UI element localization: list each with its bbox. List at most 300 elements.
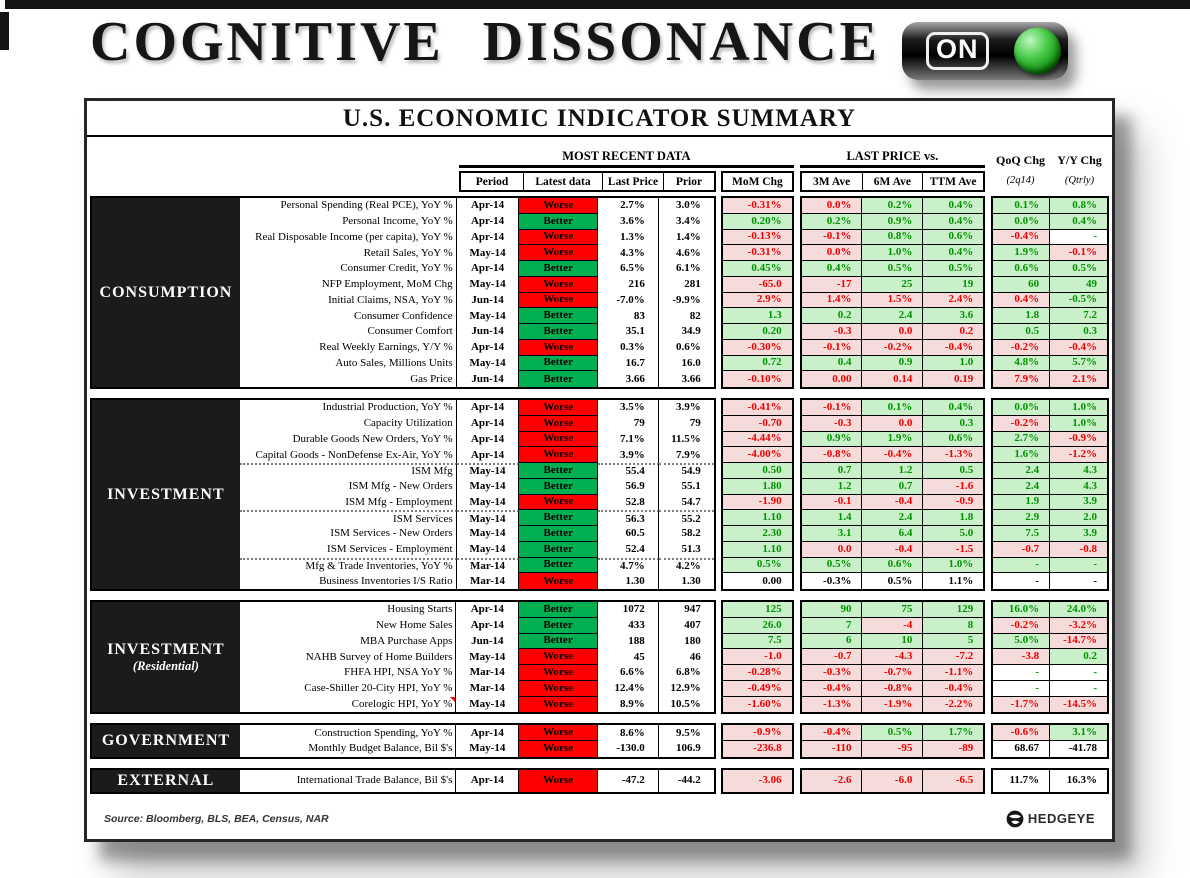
value-cell: -: [1050, 558, 1107, 574]
latest-badge: Worse: [519, 681, 598, 697]
value-cell: 1.0: [923, 356, 983, 372]
value-cell: 0.0%: [993, 400, 1050, 416]
value-cell: -0.4%: [862, 447, 923, 463]
value-cell: 2.9%: [723, 293, 792, 309]
value-cell: -17: [802, 277, 863, 293]
value-cell: 9.5%: [675, 726, 701, 739]
indicator-label: ISM Mfg - New Orders: [240, 479, 457, 495]
value-cell: 3.9: [1050, 526, 1107, 542]
value-cell: 1.0%: [1050, 416, 1107, 432]
value-cell: -0.49%: [723, 681, 792, 697]
value-cell: 0.6%: [675, 341, 701, 354]
value-cell: 0.6%: [862, 558, 923, 574]
value-cell: -1.6: [923, 479, 983, 495]
value-cell: 1.8: [923, 510, 983, 526]
value-cell: 0.0%: [993, 214, 1050, 230]
period-cell: Jun-14: [456, 634, 519, 650]
indicator-label: Initial Claims, NSA, YoY %: [240, 293, 457, 309]
value-cell: 216: [598, 277, 659, 293]
indicator-label: ISM Services - New Orders: [240, 526, 457, 542]
latest-badge: Better: [519, 371, 598, 387]
value-cell: -14.7%: [1050, 634, 1107, 650]
indicator-label: Corelogic HPI, YoY %: [240, 697, 457, 713]
value-cell: 0.72: [723, 356, 792, 372]
comment-marker-icon: [450, 697, 455, 702]
latest-badge: Worse: [519, 416, 598, 432]
indicator-label: Personal Spending (Real PCE), YoY %: [240, 198, 457, 214]
value-cell: 0.2: [923, 324, 983, 340]
section-block-external: [90, 768, 1109, 794]
period-cell: May-14: [457, 495, 520, 511]
section-block-government: [90, 723, 1109, 759]
period-cell: Apr-14: [456, 618, 519, 634]
value-cell: 1.80: [723, 479, 792, 495]
value-cell: 0.45%: [723, 261, 792, 277]
value-cell: 0.0%: [802, 245, 863, 261]
value-cell: 1.4%: [675, 230, 701, 243]
section-block-investment-residential: [90, 600, 1109, 714]
period-cell: Apr-14: [457, 447, 520, 463]
value-box: [800, 723, 986, 759]
value-cell: -0.13%: [723, 230, 792, 246]
latest-badge: Better: [519, 602, 598, 618]
period-cell: May-14: [457, 356, 520, 372]
value-cell: 4.8%: [993, 356, 1050, 372]
value-cell: 125: [723, 602, 792, 618]
value-cell: 7.5: [993, 526, 1050, 542]
indicator-label: ISM Services: [240, 510, 457, 526]
value-cell: 4.2%: [659, 558, 714, 574]
indicator-label: Durable Goods New Orders, YoY %: [240, 432, 457, 448]
value-cell: 2.4: [993, 463, 1050, 479]
value-cell: 7.2: [1050, 308, 1107, 324]
value-cell: 0.5: [993, 324, 1050, 340]
value-cell: -0.1%: [1050, 245, 1107, 261]
value-cell: 46: [689, 650, 701, 663]
value-cell: 1.10: [723, 510, 792, 526]
value-cell: 45: [598, 649, 659, 665]
column-header-mom-chg: MoM Chg: [731, 175, 783, 188]
period-cell: Apr-14: [457, 214, 520, 230]
value-cell: 1.0%: [862, 245, 923, 261]
period-cell: May-14: [457, 510, 520, 526]
latest-badge: Better: [519, 356, 598, 372]
indicator-label: NFP Employment, MoM Chg: [240, 277, 457, 293]
value-cell: -4.44%: [723, 432, 792, 448]
period-cell: May-14: [456, 741, 519, 757]
value-cell: 0.00: [802, 371, 863, 387]
period-cell: Apr-14: [456, 770, 519, 792]
value-box: [721, 723, 794, 759]
value-cell: 8.6%: [598, 725, 659, 741]
value-cell: 0.5%: [862, 261, 923, 277]
value-cell: -0.2%: [862, 340, 923, 356]
value-cell: 1.5%: [862, 293, 923, 309]
value-cell: 52.8: [598, 495, 659, 511]
section-block-consumption: [90, 196, 1109, 389]
indicator-label: Real Disposable Income (per capita), YoY %: [240, 230, 457, 246]
indicator-label: Business Inventories I/S Ratio: [240, 573, 457, 589]
value-cell: 19: [923, 277, 983, 293]
value-box: [800, 768, 986, 794]
period-cell: Jun-14: [457, 293, 520, 309]
value-box: [721, 196, 794, 389]
value-cell: 7: [802, 618, 863, 634]
value-cell: 0.0: [802, 542, 863, 558]
value-cell: 0.6%: [923, 432, 983, 448]
value-cell: 2.4: [993, 479, 1050, 495]
value-cell: 60.5: [598, 526, 659, 542]
value-cell: 106.9: [675, 742, 701, 755]
value-cell: 4.3: [1050, 463, 1107, 479]
value-box: [721, 768, 794, 794]
value-cell: -0.4: [862, 495, 923, 511]
value-cell: 58.2: [681, 527, 701, 540]
value-cell: 5: [923, 634, 983, 650]
value-cell: -65.0: [723, 277, 792, 293]
value-cell: -3.8: [993, 649, 1050, 665]
value-box: [800, 398, 986, 591]
value-cell: 4.3: [1050, 479, 1107, 495]
indicator-label: FHFA HPI, NSA YoY %: [240, 665, 457, 681]
table-body: [90, 196, 1109, 794]
group-most-recent-data: MOST RECENT DATA: [459, 149, 794, 168]
summary-panel: [84, 98, 1115, 842]
value-cell: 3.1: [802, 526, 863, 542]
period-cell: May-14: [457, 245, 520, 261]
value-cell: 0.3: [1050, 324, 1107, 340]
value-cell: 54.9: [659, 463, 714, 479]
value-cell: 55.1: [681, 480, 701, 493]
value-cell: 1.0%: [1050, 400, 1107, 416]
group-last-price-vs: LAST PRICE vs.: [800, 149, 985, 168]
value-cell: -0.3: [802, 416, 863, 432]
period-cell: Apr-14: [457, 198, 520, 214]
value-cell: 3.9%: [675, 401, 701, 414]
value-cell: -0.2%: [993, 340, 1050, 356]
value-cell: -1.7%: [993, 697, 1050, 713]
value-cell: 7.9%: [675, 448, 701, 461]
value-cell: -0.7%: [862, 665, 923, 681]
value-cell: 10.5%: [670, 697, 701, 710]
value-cell: 75: [862, 602, 923, 618]
value-cell: -0.41%: [723, 400, 792, 416]
value-cell: 0.8%: [862, 230, 923, 246]
value-cell: 56.9: [598, 479, 659, 495]
latest-badge: Worse: [519, 741, 598, 757]
value-box: [991, 196, 1109, 389]
value-box: [991, 768, 1109, 794]
value-cell: -0.8%: [802, 447, 863, 463]
period-cell: May-14: [457, 277, 520, 293]
value-cell: 0.4: [802, 356, 863, 372]
indicator-label: Gas Price: [240, 371, 457, 387]
value-cell: 0.6%: [993, 261, 1050, 277]
value-cell: 1.30: [598, 573, 659, 589]
value-cell: -0.30%: [723, 340, 792, 356]
indicator-label: Real Weekly Earnings, Y/Y %: [240, 340, 457, 356]
value-cell: 60: [993, 277, 1050, 293]
latest-badge: Better: [519, 308, 598, 324]
value-cell: 35.1: [598, 324, 659, 340]
value-cell: 1.0%: [923, 558, 983, 574]
value-cell: -: [993, 573, 1050, 589]
latest-badge: Worse: [519, 198, 598, 214]
panel-title: U.S. ECONOMIC INDICATOR SUMMARY: [87, 101, 1112, 137]
value-cell: -3.06: [723, 770, 792, 792]
period-cell: Mar-14: [456, 665, 519, 681]
value-cell: -7.2: [923, 649, 983, 665]
value-cell: -0.7: [993, 542, 1050, 558]
indicator-label: Capital Goods - NonDefense Ex-Air, YoY %: [240, 447, 457, 463]
value-cell: -1.5: [923, 542, 983, 558]
section-label: EXTERNAL: [92, 770, 240, 792]
section-label: GOVERNMENT: [92, 725, 240, 757]
value-cell: 11.5%: [671, 432, 701, 445]
value-cell: 6.6%: [598, 665, 659, 681]
value-cell: 0.6%: [923, 230, 983, 246]
value-cell: 0.5%: [862, 573, 923, 589]
period-cell: May-14: [456, 697, 519, 713]
indicator-label: Mfg & Trade Inventories, YoY %: [240, 558, 457, 574]
value-cell: 0.4%: [923, 400, 983, 416]
latest-badge: Worse: [519, 649, 598, 665]
value-cell: 0.0: [862, 416, 923, 432]
value-cell: -0.70: [723, 416, 792, 432]
indicator-label: NAHB Survey of Home Builders: [240, 649, 457, 665]
source-note: Source: Bloomberg, BLS, BEA, Census, NAR: [104, 812, 329, 825]
period-cell: May-14: [457, 308, 520, 324]
value-cell: 1.2: [802, 479, 863, 495]
indicator-label: Consumer Comfort: [240, 324, 457, 340]
value-cell: -44.2: [677, 774, 701, 787]
value-cell: 3.6: [923, 308, 983, 324]
latest-badge: Better: [519, 558, 598, 574]
value-cell: 433: [598, 618, 659, 634]
value-cell: -41.78: [1050, 741, 1107, 757]
value-cell: 11.7%: [993, 770, 1050, 792]
value-cell: -0.4%: [802, 681, 863, 697]
latest-badge: Worse: [519, 770, 598, 792]
value-cell: 2.4%: [923, 293, 983, 309]
column-header-last-price: Last Price: [603, 173, 664, 190]
period-cell: Apr-14: [457, 261, 520, 277]
value-cell: -0.3%: [802, 573, 863, 589]
value-cell: 7.1%: [598, 432, 659, 448]
value-cell: -0.1: [802, 495, 863, 511]
value-cell: -47.2: [598, 770, 659, 792]
period-cell: May-14: [456, 649, 519, 665]
latest-badge: Better: [519, 526, 598, 542]
value-cell: 0.4%: [923, 214, 983, 230]
value-cell: 3.66: [681, 372, 701, 385]
value-cell: 3.9: [1050, 495, 1107, 511]
value-cell: 5.0: [923, 526, 983, 542]
value-cell: 0.5%: [1050, 261, 1107, 277]
latest-badge: Worse: [519, 400, 598, 416]
value-cell: -0.31%: [723, 245, 792, 261]
value-cell: 0.5%: [923, 261, 983, 277]
value-cell: 0.20%: [723, 214, 792, 230]
value-cell: -0.9%: [723, 725, 792, 741]
indicator-label: Personal Income, YoY %: [240, 214, 457, 230]
value-cell: 3.0%: [675, 199, 701, 212]
latest-badge: Worse: [519, 573, 598, 589]
value-cell: 6.8%: [675, 666, 701, 679]
value-cell: 1.7%: [923, 725, 983, 741]
value-cell: -9.9%: [672, 293, 701, 306]
value-cell: 90: [802, 602, 863, 618]
value-cell: 2.30: [723, 526, 792, 542]
value-cell: -: [993, 558, 1050, 574]
value-cell: 1.1%: [923, 573, 983, 589]
indicator-label: International Trade Balance, Bil $'s: [240, 770, 457, 792]
value-cell: 0.2: [802, 308, 863, 324]
column-header-ttm-ave: TTM Ave: [929, 175, 977, 188]
value-cell: 0.2%: [862, 198, 923, 214]
value-cell: -0.4%: [1050, 340, 1107, 356]
value-cell: 947: [684, 603, 701, 616]
value-cell: -2.6: [802, 770, 863, 792]
indicator-label: Retail Sales, YoY %: [240, 245, 457, 261]
section-label: CONSUMPTION: [92, 198, 240, 387]
period-cell: May-14: [457, 463, 520, 479]
value-cell: -0.4%: [923, 340, 983, 356]
column-header-yy-chg: Y/Y Chg: [1057, 153, 1102, 167]
value-cell: 0.5%: [723, 558, 792, 574]
value-cell: 26.0: [723, 618, 792, 634]
value-cell: 1.3%: [598, 230, 659, 246]
value-cell: 12.4%: [598, 681, 659, 697]
value-cell: 0.5%: [862, 725, 923, 741]
value-cell: 0.00: [723, 573, 792, 589]
value-cell: -4: [862, 618, 923, 634]
panel-footer: [90, 803, 1109, 833]
value-cell: 49: [1050, 277, 1107, 293]
value-cell: 0.0: [862, 324, 923, 340]
value-cell: -0.4%: [923, 681, 983, 697]
value-cell: 16.7: [598, 356, 659, 372]
value-cell: 55.4: [598, 463, 659, 479]
value-cell: 68.67: [993, 741, 1050, 757]
value-cell: -1.0: [723, 649, 792, 665]
value-cell: -89: [923, 741, 983, 757]
value-cell: 55.2: [659, 510, 714, 526]
column-header-3m-ave: 3M Ave: [802, 173, 863, 190]
indicator-label: Industrial Production, YoY %: [240, 400, 457, 416]
value-cell: 8: [923, 618, 983, 634]
value-cell: -3.2%: [1050, 618, 1107, 634]
value-cell: 6.5%: [598, 261, 659, 277]
section-label: INVESTMENT: [92, 400, 240, 589]
column-header-prior: Prior: [675, 175, 703, 188]
value-cell: 1.8: [993, 308, 1050, 324]
column-subheader-qtrly: (Qtrly): [1064, 175, 1095, 186]
latest-badge: Better: [519, 479, 598, 495]
section-block-investment: [90, 398, 1109, 591]
latest-badge: Worse: [519, 725, 598, 741]
value-cell: 1.3: [723, 308, 792, 324]
on-toggle-switch[interactable]: [902, 22, 1068, 80]
value-cell: -7.0%: [598, 293, 659, 309]
value-cell: 4.3%: [598, 245, 659, 261]
latest-badge: Worse: [519, 230, 598, 246]
header-box-mom: [721, 171, 794, 192]
value-cell: 7.5: [723, 634, 792, 650]
value-cell: 1.30: [681, 574, 701, 587]
page-edge-top: [5, 0, 1190, 9]
latest-badge: Better: [519, 463, 598, 479]
value-cell: -0.4%: [802, 725, 863, 741]
value-cell: 1.9%: [862, 432, 923, 448]
panel-inner: [87, 147, 1112, 833]
value-cell: -: [1050, 230, 1107, 246]
period-cell: Mar-14: [457, 558, 520, 574]
value-cell: 56.3: [598, 510, 659, 526]
period-cell: Jun-14: [457, 324, 520, 340]
value-cell: -2.2%: [923, 697, 983, 713]
latest-badge: Better: [519, 324, 598, 340]
value-cell: 3.1%: [1050, 725, 1107, 741]
value-cell: 10: [862, 634, 923, 650]
value-cell: -0.7: [802, 649, 863, 665]
value-cell: 1.6%: [993, 447, 1050, 463]
value-cell: -0.4: [862, 542, 923, 558]
value-cell: 0.50: [723, 463, 792, 479]
value-cell: -1.3%: [802, 697, 863, 713]
value-cell: 5.0%: [993, 634, 1050, 650]
on-label: ON: [926, 32, 989, 70]
value-cell: -1.90: [723, 495, 792, 511]
value-cell: 2.4: [862, 308, 923, 324]
period-cell: Apr-14: [456, 602, 519, 618]
section-label: INVESTMENT (Residential): [92, 602, 240, 712]
period-cell: Mar-14: [457, 573, 520, 589]
column-header-period: Period: [461, 173, 524, 190]
indicator-label: Housing Starts: [240, 602, 457, 618]
value-cell: 6.1%: [675, 262, 701, 275]
latest-badge: Better: [519, 510, 598, 526]
value-cell: 0.4%: [923, 245, 983, 261]
latest-badge: Better: [519, 261, 598, 277]
period-cell: May-14: [457, 542, 520, 558]
period-cell: May-14: [457, 479, 520, 495]
value-cell: 16.0%: [993, 602, 1050, 618]
value-cell: -110: [802, 741, 863, 757]
value-cell: 5.7%: [1050, 356, 1107, 372]
value-cell: -0.9: [923, 495, 983, 511]
value-cell: 0.3: [923, 416, 983, 432]
value-box: [991, 398, 1109, 591]
value-cell: -: [1050, 665, 1107, 681]
indicator-label: Case-Shiller 20-City HPI, YoY %: [240, 681, 457, 697]
value-cell: -6.0: [862, 770, 923, 792]
column-subheader-2q14: (2q14): [1006, 175, 1035, 186]
value-cell: -0.8: [1050, 542, 1107, 558]
value-cell: 2.9: [993, 510, 1050, 526]
period-cell: Jun-14: [457, 371, 520, 387]
value-cell: 12.9%: [670, 682, 701, 695]
header-box-period-prior: [459, 171, 716, 192]
value-cell: -0.6%: [993, 725, 1050, 741]
indicator-label: ISM Services - Employment: [240, 542, 457, 558]
value-cell: 1.10: [723, 542, 792, 558]
period-cell: Mar-14: [456, 681, 519, 697]
header-box-averages: [800, 171, 985, 192]
value-cell: -0.2%: [993, 416, 1050, 432]
banner-title: COGNITIVE DISSONANCE: [90, 11, 880, 73]
latest-badge: Worse: [519, 495, 598, 511]
